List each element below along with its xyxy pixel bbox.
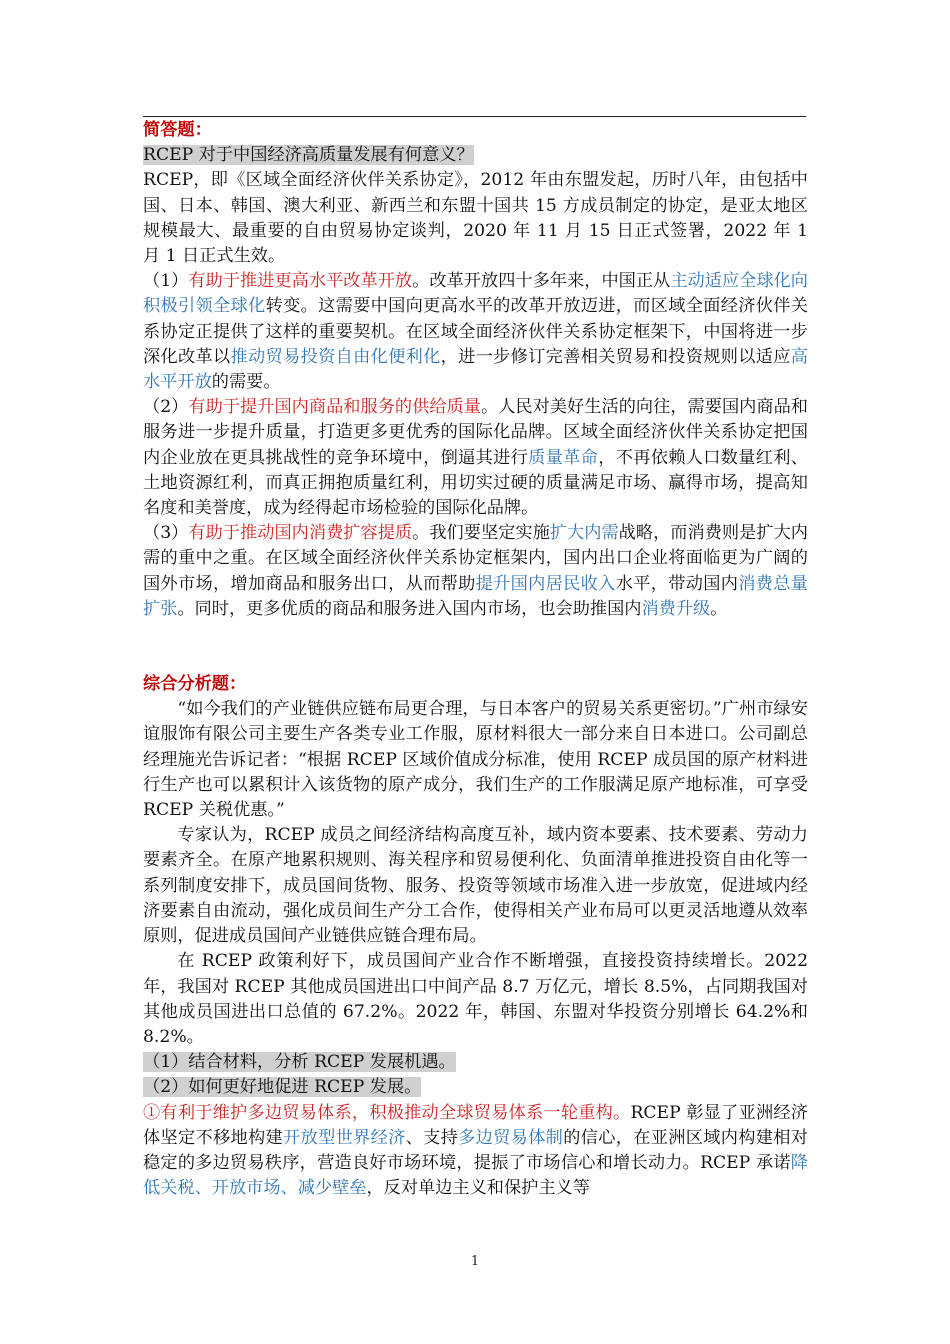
question-highlight: （1）结合材料，分析 RCEP 发展机遇。 [143,1052,456,1073]
answer-point-1 [143,269,808,395]
text-segment: 。人民对美好生活的向往，需要国内商品和服务进一步提升质量，打造更多更优秀的国际化品牌。区域全面经济伙伴关系协定把国内企业放在更具挑战性的竞争环境中，倒逼其进行 [143,397,808,468]
key-point: ①有利于维护多边贸易体系，积极推动全球贸易体系一轮重构。 [143,1102,631,1123]
keyword: 降低关税、开放市场、减少壁垒 [143,1152,808,1199]
material-paragraph-1: “如今我们的产业链供应链布局更合理，与日本客户的贸易关系更密切。”广州市绿安谊服饰有限公司主要生产各类专业工作服，原材料很大一部分来自日本进口。公司副总经理施光告诉记者：“根据 RCEP 区域价值成分标准，使用 RCEP 成员国的原产材料进行生产也可以累积计入该货物的原产成分，我们生产的工作服满足原产地标准，可享受 RCEP 关税优惠。” [143,699,808,821]
text-segment: 水平，带动国内 [615,573,739,594]
keyword: 扩大内需 [549,523,619,544]
intro-paragraph: RCEP，即《区域全面经济伙伴关系协定》，2012 年由东盟发起，历时八年，由包括中国、日本、韩国、澳大利亚、新西兰和东盟十国共 15 方成员制定的协定，是亚太地区规模最大、最重要的自由贸易协定谈判，2020 年 11 月 15 日正式签署，2022 年 1 月 1 日正式生效。 [143,170,808,267]
question-2 [143,1075,808,1100]
section-spacer [143,622,808,672]
analysis-answer-1 [143,1101,808,1202]
key-point: 有助于推进更高水平改革开放 [188,271,413,292]
section-heading-short-answer: 简答题： [143,120,212,140]
keyword: 消费升级 [641,598,711,619]
answer-point-2 [143,395,808,521]
text-segment: ，不再依赖人口数量红利、土地资源红利，而真正拥抱质量红利，用切实过硬的质量满足市场、赢得市场，提高知名度和美誉度，成为经得起市场检验的国际化品牌。 [143,447,808,519]
page-content [143,118,808,1201]
material-paragraph-2: 专家认为，RCEP 成员之间经济结构高度互补，域内资本要素、技术要素、劳动力要素齐全。在原产地累积规则、海关程序和贸易便利化、负面清单推进投资自由化等一系列制度安排下，成员国间货物、服务、投资等领域市场准入进一步放宽，促进域内经济要素自由流动，强化成员间生产分工合作，使得相关产业布局可以更灵活地遵从效率原则，促进成员国间产业链供应链合理布局。 [143,825,808,947]
question-highlight: （2）如何更好地促进 RCEP 发展。 [143,1077,422,1098]
text-segment: ，进一步修订完善相关贸易和投资规则以适应 [440,346,791,367]
point-number: （1） [143,271,189,292]
text-segment: 、支持 [405,1127,459,1148]
question-title [143,143,808,168]
point-number: （2） [143,397,189,418]
question-1 [143,1050,808,1075]
key-point: 有助于推动国内消费扩容提质 [188,523,413,544]
keyword: 提升国内居民收入 [475,573,616,594]
keyword: 质量革命 [528,447,599,468]
page-number: 1 [470,1254,480,1269]
keyword: 开放型世界经济 [283,1127,406,1148]
answer-point-3 [143,521,808,622]
text-segment: 的需要。 [211,372,281,393]
keyword: 高水平开放 [143,346,808,393]
text-segment: 。同时，更多优质的商品和服务进入国内市场，也会助推国内 [177,598,642,619]
text-segment: 。我们要坚定实施 [412,523,550,544]
text-segment: 。改革开放四十多年来，中国正从 [412,271,671,292]
text-segment: 。 [710,598,728,619]
section-heading-analysis: 综合分析题： [143,674,247,695]
header-rule [143,116,806,117]
key-point: 有助于提升国内商品和服务的供给质量 [188,397,481,418]
keyword: 多边贸易体制 [458,1127,564,1148]
keyword: 主动适应全球化向积极引领全球化 [143,271,808,317]
keyword: 消费总量扩张 [143,573,808,619]
text-segment: 战略，而消费则是扩大内需的重中之重。在区域全面经济伙伴关系协定框架内，国内出口企业将面临更为广阔的国外市场，增加商品和服务出口，从而帮助 [143,523,808,594]
text-segment: ，反对单边主义和保护主义等 [366,1178,590,1199]
point-number: （3） [143,523,189,544]
text-segment: 的信心，在亚洲区域内构建相对稳定的多边贸易秩序，营造良好市场环境，提振了市场信心和增长动力。RCEP 承诺 [143,1127,808,1173]
material-paragraph-3: 在 RCEP 政策利好下，成员国间产业合作不断增强，直接投资持续增长。2022 年，我国对 RCEP 其他成员国进出口中间产品 8.7 万亿元，增长 8.5%，占同期我国对其他成员国进出口总值的 67.2%。2022 年，韩国、东盟对华投资分别增长 64.2%和 8.2%。 [143,951,808,1047]
text-segment: 转变。这需要中国向更高水平的改革开放迈进，而区域全面经济伙伴关系协定正提供了这样的重要契机。在区域全面经济伙伴关系协定框架下，中国将进一步深化改革以 [143,296,808,367]
question-highlight: RCEP 对于中国经济高质量发展有何意义？ [143,145,474,166]
keyword: 推动贸易投资自由化便利化 [230,346,441,367]
text-segment: RCEP 彰显了亚洲经济体坚定不移地构建 [143,1102,808,1148]
